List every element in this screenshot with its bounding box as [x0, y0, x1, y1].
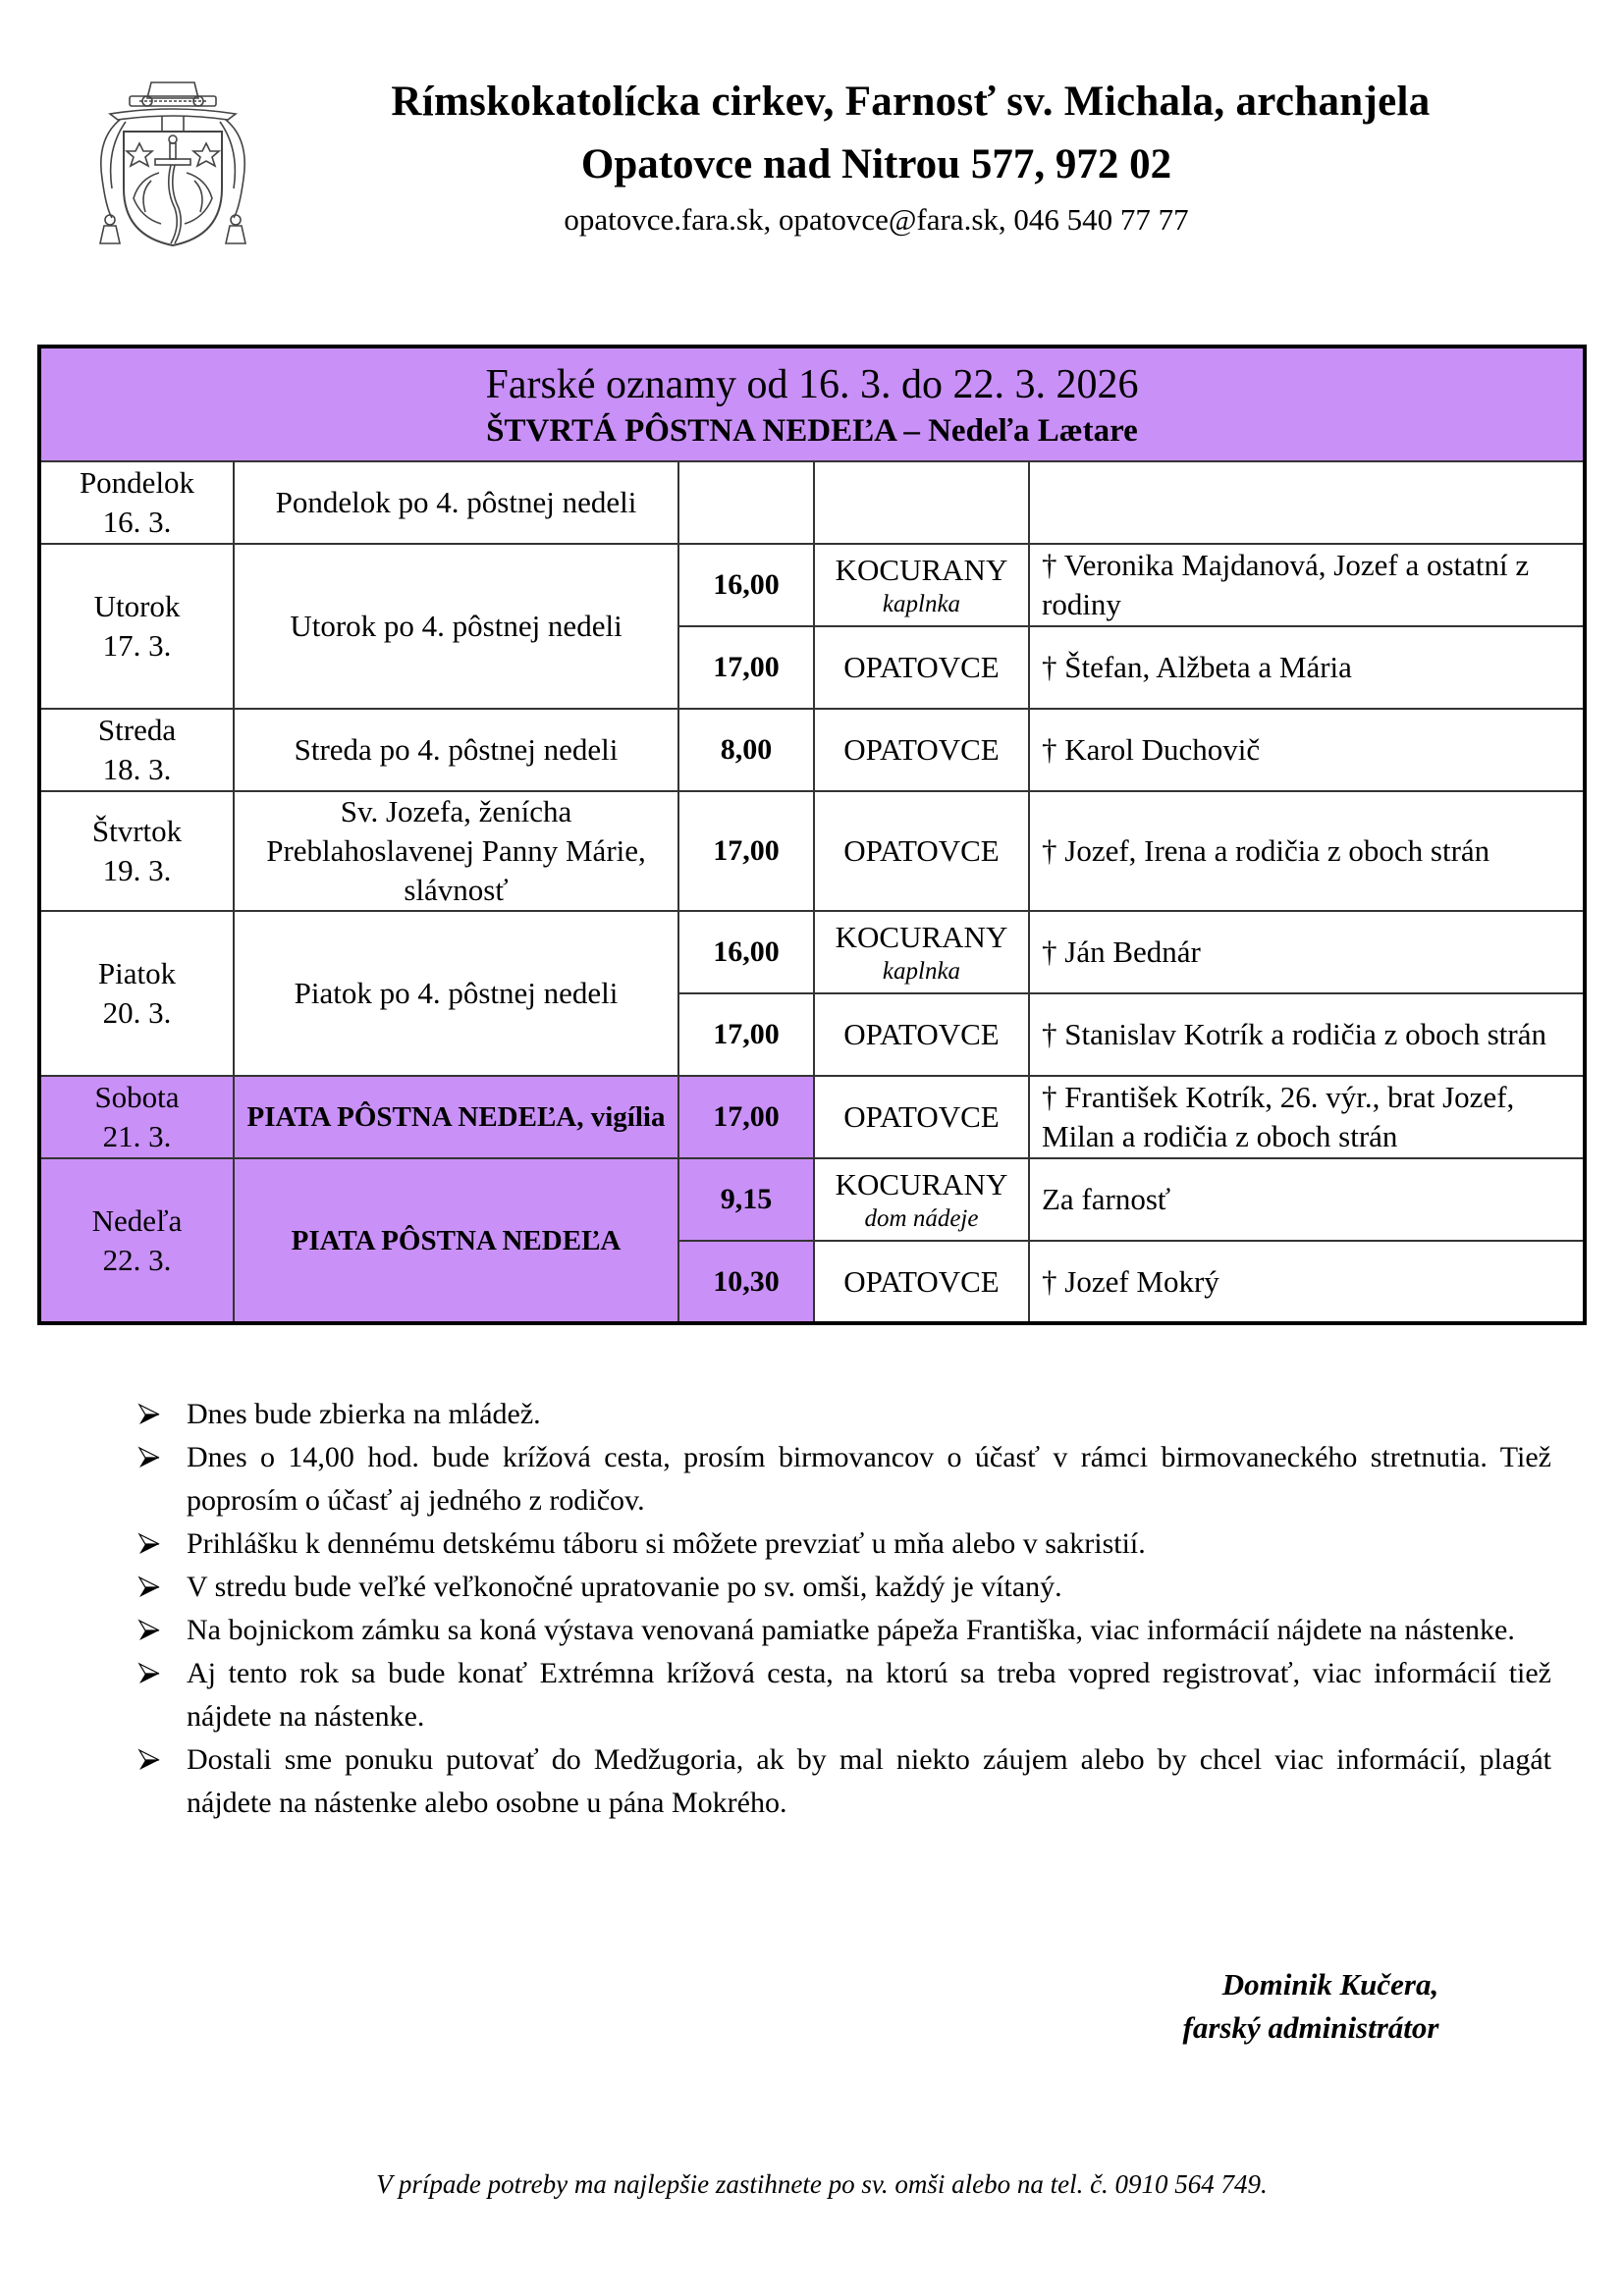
mass-intention: † Ján Bednár	[1029, 911, 1585, 993]
day-cell	[39, 791, 234, 911]
mass-place: OPATOVCE	[843, 833, 1000, 868]
schedule-row	[39, 461, 1585, 544]
mass-place: OPATOVCE	[843, 1263, 1000, 1299]
mass-intention: † Karol Duchovič	[1029, 709, 1585, 791]
day-name: Pondelok	[79, 465, 195, 500]
mass-place: KOCURANY	[835, 920, 1008, 954]
schedule-row	[39, 544, 1585, 626]
mass-intention: † František Kotrík, 26. výr., brat Jozef, Milan a rodičia z oboch strán	[1029, 1076, 1585, 1158]
mass-place-cell	[814, 791, 1029, 911]
parish-contacts: opatovce.fara.sk, opatovce@fara.sk, 046 540 77 77	[564, 202, 1189, 237]
arrowhead-bullet-icon	[137, 1436, 165, 1479]
day-cell	[39, 911, 234, 1076]
day-date: 17. 3.	[102, 628, 172, 663]
mass-time	[678, 461, 814, 544]
mass-place: KOCURANY	[835, 553, 1008, 587]
mass-place: KOCURANY	[835, 1167, 1008, 1201]
mass-time: 17,00	[678, 993, 814, 1076]
day-cell	[39, 1076, 234, 1158]
schedule-row	[39, 911, 1585, 993]
coat-of-arms-icon	[90, 71, 255, 249]
footer-note: V prípade potreby ma najlepšie zastihnete po sv. omši alebo na tel. č. 0910 564 749.	[376, 2169, 1268, 2199]
schedule-row	[39, 709, 1585, 791]
mass-place-note: kaplnka	[882, 591, 961, 617]
mass-place: OPATOVCE	[843, 1017, 1000, 1051]
announcement-text: Dnes bude zbierka na mládež.	[187, 1398, 541, 1430]
mass-place-cell	[814, 626, 1029, 709]
mass-place: OPATOVCE	[843, 650, 1000, 684]
schedule-row	[39, 791, 1585, 911]
liturgical-day: PIATA PÔSTNA NEDEĽA	[234, 1158, 678, 1323]
announcement-item	[137, 1436, 1551, 1522]
mass-place-cell	[814, 1241, 1029, 1323]
mass-place-note: dom nádeje	[864, 1205, 979, 1232]
liturgical-day: Pondelok po 4. pôstnej nedeli	[234, 461, 678, 544]
mass-time: 9,15	[678, 1158, 814, 1241]
day-name: Piatok	[97, 956, 177, 990]
mass-place-cell	[814, 1158, 1029, 1241]
day-date: 16. 3.	[102, 505, 172, 539]
announcement-text: Prihlášku k dennému detskému táboru si môžete prevziať u mňa alebo v sakristií.	[187, 1527, 1146, 1560]
day-name: Utorok	[93, 589, 181, 623]
mass-time: 16,00	[678, 911, 814, 993]
day-cell	[39, 1158, 234, 1323]
announcement-text: Na bojnickom zámku sa koná výstava venovaná pamiatke pápeža Františka, viac informácií nájdete na nástenke.	[187, 1614, 1515, 1646]
schedule-row	[39, 1158, 1585, 1241]
mass-time: 17,00	[678, 626, 814, 709]
signature-role: farský administrátor	[1182, 2010, 1439, 2045]
mass-place-cell	[814, 1076, 1029, 1158]
mass-time: 16,00	[678, 544, 814, 626]
liturgical-day: PIATA PÔSTNA NEDEĽA, vigília	[234, 1076, 678, 1158]
schedule-header	[39, 347, 1585, 461]
mass-place: OPATOVCE	[843, 1099, 1000, 1134]
schedule-title: Farské oznamy od 16. 3. do 22. 3. 2026	[485, 362, 1139, 407]
day-date: 21. 3.	[102, 1119, 172, 1153]
arrowhead-bullet-icon	[137, 1652, 165, 1695]
announcement-item	[137, 1652, 1551, 1738]
mass-place-cell	[814, 911, 1029, 993]
day-date: 18. 3.	[102, 752, 172, 786]
liturgical-day: Piatok po 4. pôstnej nedeli	[234, 911, 678, 1076]
day-cell	[39, 709, 234, 791]
mass-time: 17,00	[678, 1076, 814, 1158]
mass-time: 17,00	[678, 791, 814, 911]
announcement-item	[137, 1738, 1551, 1825]
mass-place-cell	[814, 544, 1029, 626]
day-date: 20. 3.	[102, 995, 172, 1030]
arrowhead-bullet-icon	[137, 1738, 165, 1782]
day-name: Nedeľa	[91, 1202, 183, 1238]
arrowhead-bullet-icon	[137, 1566, 165, 1609]
announcement-text: Aj tento rok sa bude konať Extrémna krížová cesta, na ktorú sa treba vopred registrovať, viac informácií tiež nájdete na nástenke.	[187, 1657, 1551, 1733]
mass-intention: † Jozef Mokrý	[1029, 1241, 1585, 1323]
day-date: 22. 3.	[102, 1242, 172, 1277]
mass-intention: † Jozef, Irena a rodičia z oboch strán	[1029, 791, 1585, 911]
announcement-item	[137, 1609, 1551, 1652]
announcement-item	[137, 1522, 1551, 1566]
day-name: Štvrtok	[91, 814, 183, 848]
parish-name: Rímskokatolícka cirkev, Farnosť sv. Michala, archanjela	[391, 79, 1431, 125]
mass-intention: Za farnosť	[1029, 1158, 1585, 1241]
arrowhead-bullet-icon	[137, 1393, 165, 1436]
liturgical-day: Sv. Jozefa, ženícha Preblahoslavenej Panny Márie, slávnosť	[234, 791, 678, 911]
mass-intention: † Stanislav Kotrík a rodičia z oboch strán	[1029, 993, 1585, 1076]
announcement-text: V stredu bude veľké veľkonočné upratovanie po sv. omši, každý je vítaný.	[187, 1571, 1062, 1603]
liturgical-day: Utorok po 4. pôstnej nedeli	[234, 544, 678, 709]
announcement-text: Dnes o 14,00 hod. bude krížová cesta, prosím birmovancov o účasť v rámci birmovaneckého stretnutia. Tiež poprosím o účasť aj jedného z rodičov.	[187, 1441, 1551, 1517]
day-cell	[39, 461, 234, 544]
announcement-item	[137, 1566, 1551, 1609]
signature-name: Dominik Kučera,	[1221, 1967, 1439, 2002]
mass-time: 8,00	[678, 709, 814, 791]
mass-place-cell	[814, 993, 1029, 1076]
day-cell	[39, 544, 234, 709]
schedule-row	[39, 1076, 1585, 1158]
arrowhead-bullet-icon	[137, 1609, 165, 1652]
announcements-list	[137, 1393, 1551, 1825]
day-name: Sobota	[94, 1080, 180, 1114]
announcement-item	[137, 1393, 1551, 1436]
schedule-subtitle: ŠTVRTÁ PÔSTNA NEDEĽA – Nedeľa Lætare	[486, 413, 1138, 449]
schedule-header-row	[39, 347, 1585, 461]
mass-place-note: kaplnka	[882, 958, 961, 985]
mass-place-cell	[814, 709, 1029, 791]
mass-intention: † Veronika Majdanová, Jozef a ostatní z rodiny	[1029, 544, 1585, 626]
mass-intention: † Štefan, Alžbeta a Mária	[1029, 626, 1585, 709]
arrowhead-bullet-icon	[137, 1522, 165, 1566]
day-date: 19. 3.	[102, 853, 172, 887]
parish-address: Opatovce nad Nitrou 577, 972 02	[580, 141, 1172, 187]
day-name: Streda	[97, 713, 177, 747]
mass-time: 10,30	[678, 1241, 814, 1323]
liturgical-day: Streda po 4. pôstnej nedeli	[234, 709, 678, 791]
announcement-text: Dostali sme ponuku putovať do Medžugoria, ak by mal niekto záujem alebo by chcel viac informácií, plagát nájdete na nástenke alebo osobne u pána Mokrého.	[187, 1743, 1551, 1819]
mass-schedule-table	[37, 345, 1587, 1325]
mass-place-cell	[814, 461, 1029, 544]
mass-place: OPATOVCE	[843, 732, 1000, 767]
mass-intention	[1029, 461, 1585, 544]
